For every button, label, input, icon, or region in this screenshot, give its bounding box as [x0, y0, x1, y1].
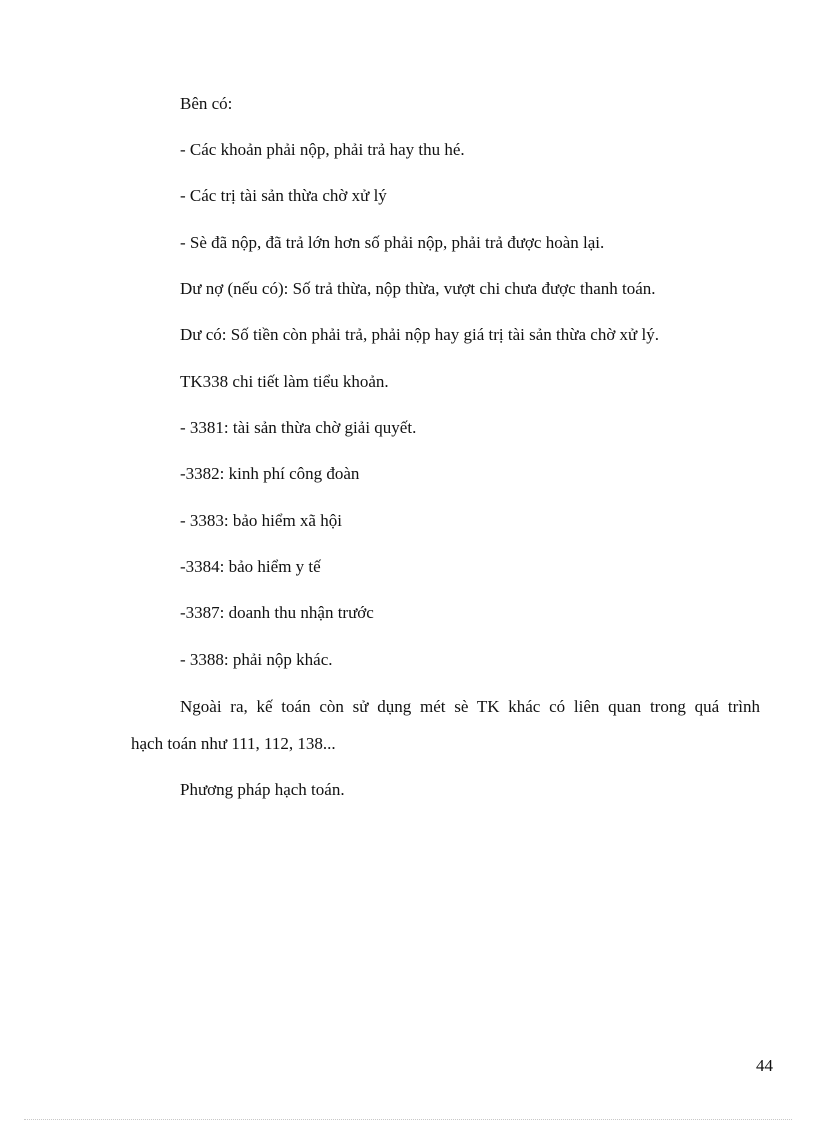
- text-line-tai-san-thua: - Các trị tài sản thừa chờ xử lý: [180, 186, 387, 205]
- text-line-3382: -3382: kinh phí công đoàn: [180, 464, 360, 483]
- text-line-3381: - 3381: tài sản thừa chờ giải quyết.: [180, 418, 417, 437]
- text-line-3383: - 3383: bảo hiểm xã hội: [180, 511, 342, 530]
- text-line-phuong-phap: Phương pháp hạch toán.: [180, 780, 345, 799]
- paragraph-first-line: Ngoài ra, kế toán còn sử dụng mét sè TK khác có liên quan trong quá trình: [180, 697, 760, 716]
- text-line-khoan-phai-nop: - Các khoản phải nộp, phải trả hay thu hé.: [180, 140, 465, 159]
- text-line-3387: -3387: doanh thu nhận trước: [180, 603, 374, 622]
- text-line-ben-co: Bên có:: [180, 94, 233, 113]
- page-number: 44: [756, 1056, 773, 1075]
- text-line-tk338: TK338 chi tiết làm tiểu khoản.: [180, 372, 389, 391]
- text-line-du-co: Dư có: Số tiền còn phải trả, phải nộp hay giá trị tài sản thừa chờ xử lý.: [180, 325, 659, 344]
- text-line-3384: -3384: bảo hiểm y tế: [180, 557, 321, 576]
- paragraph-continuation-line: hạch toán như 111, 112, 138...: [131, 734, 336, 753]
- text-line-da-nop-hoan-lai: - Sè đã nộp, đã trả lớn hơn số phải nộp, phải trả được hoàn lại.: [180, 233, 605, 252]
- text-line-du-no: Dư nợ (nếu có): Số trả thừa, nộp thừa, vượt chi chưa được thanh toán.: [180, 279, 656, 298]
- text-line-3388: - 3388: phải nộp khác.: [180, 650, 333, 669]
- bottom-divider: [24, 1119, 792, 1120]
